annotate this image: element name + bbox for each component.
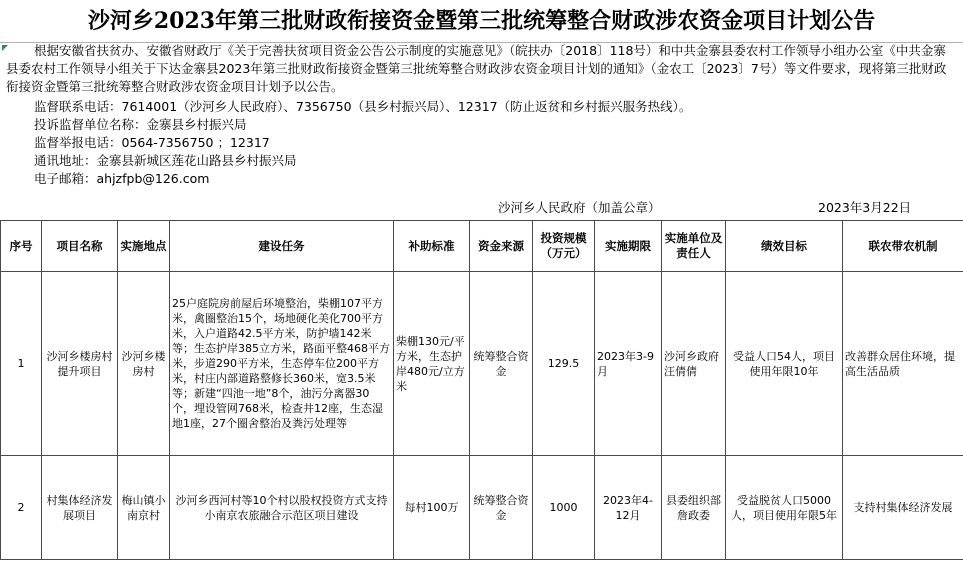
cell-name: 村集体经济发展项目 <box>42 456 118 560</box>
cell-task: 25户庭院房前屋后环境整治，柴棚107平方米，禽圈整治15个，场地硬化美化700平方米，入户道路42.5平方米，防护墙142米等；生态护岸385立方米，路面平整468平方米，步道290平方米，生态停车位200平方米，村庄内部道路整修长360米，宽3.5米等；新建“四池一地”8个，油污分离器30个，埋设管网768米，检查井12座，生态湿地1座，27个圈舍整治及粪污处理等 <box>170 272 394 456</box>
notice-section <box>0 42 963 238</box>
mailing-address: 通讯地址：金寨县新城区莲花山路县乡村振兴局 <box>34 153 297 168</box>
email-address: 电子邮箱：ahjzfpb@126.com <box>34 171 210 186</box>
cell-goal: 受益人口54人，项目使用年限10年 <box>726 272 843 456</box>
cell-no: 2 <box>1 456 42 560</box>
cell-name: 沙河乡楼房村提升项目 <box>42 272 118 456</box>
cell-subsidy: 柴棚130元/平方米，生态护岸480元/立方米 <box>394 272 470 456</box>
cell-period: 2023年4-12月 <box>595 456 662 560</box>
header-goal: 绩效目标 <box>726 221 843 272</box>
cell-unit: 县委组织部詹政委 <box>662 456 726 560</box>
cell-scale: 129.5 <box>533 272 595 456</box>
header-source: 资金来源 <box>470 221 533 272</box>
project-plan-table <box>0 220 963 560</box>
cell-goal: 受益脱贫人口5000人，项目使用年限5年 <box>726 456 843 560</box>
header-no: 序号 <box>1 221 42 272</box>
header-task: 建设任务 <box>170 221 394 272</box>
header-scale: 投资规模（万元） <box>533 221 595 272</box>
header-period: 实施期限 <box>595 221 662 272</box>
supervision-phone: 监督联系电话：7614001（沙河乡人民政府）、7356750（县乡村振兴局）、12317（防止返贫和乡村振兴服务热线）。 <box>34 99 692 114</box>
report-phone: 监督举报电话：0564-7356750 ；12317 <box>34 135 270 150</box>
header-site: 实施地点 <box>118 221 170 272</box>
header-subsidy: 补助标准 <box>394 221 470 272</box>
signer: 沙河乡人民政府（加盖公章） <box>498 200 661 215</box>
cell-scale: 1000 <box>533 456 595 560</box>
cell-source: 统筹整合资金 <box>470 272 533 456</box>
cell-site: 梅山镇小南京村 <box>118 456 170 560</box>
cell-site: 沙河乡楼房村 <box>118 272 170 456</box>
cell-unit: 沙河乡政府汪倩倩 <box>662 272 726 456</box>
header-name: 项目名称 <box>42 221 118 272</box>
header-unit: 实施单位及责任人 <box>662 221 726 272</box>
notice-date: 2023年3月22日 <box>818 200 912 215</box>
cell-source: 统筹整合资金 <box>470 456 533 560</box>
table-row <box>1 272 963 456</box>
cell-task: 沙河乡西河村等10个村以股权投资方式支持小南京农旅融合示范区项目建设 <box>170 456 394 560</box>
cell-subsidy: 每村100万 <box>394 456 470 560</box>
cell-mechanism: 改善群众居住环境，提高生活品质 <box>843 272 963 456</box>
table-header-row <box>1 221 963 272</box>
complaint-unit: 投诉监督单位名称：金寨县乡村振兴局 <box>34 117 247 132</box>
cell-period: 2023年3-9月 <box>595 272 662 456</box>
table-row <box>1 456 963 560</box>
notice-paragraph: 根据安徽省扶贫办、安徽省财政厅《关于完善扶贫项目资金公告公示制度的实施意见》（皖扶办〔2018〕118号）和中共金寨县委农村工作领导小组办公室《中共金寨县委农村工作领导小组关于下达金寨县2023年第三批财政衔接资金暨第三批统筹整合财政涉农资金项目计划的通知》（金农工〔2023〕7号）等文件要求，现将第三批财政衔接资金暨第三批统筹整合财政涉农资金项目计划予以公告。 <box>6 43 947 94</box>
cell-no: 1 <box>1 272 42 456</box>
header-mechanism: 联农带农机制 <box>843 221 963 272</box>
cell-mechanism: 支持村集体经济发展 <box>843 456 963 560</box>
page-title: 沙河乡2023年第三批财政衔接资金暨第三批统筹整合财政涉农资金项目计划公告 <box>0 0 963 43</box>
